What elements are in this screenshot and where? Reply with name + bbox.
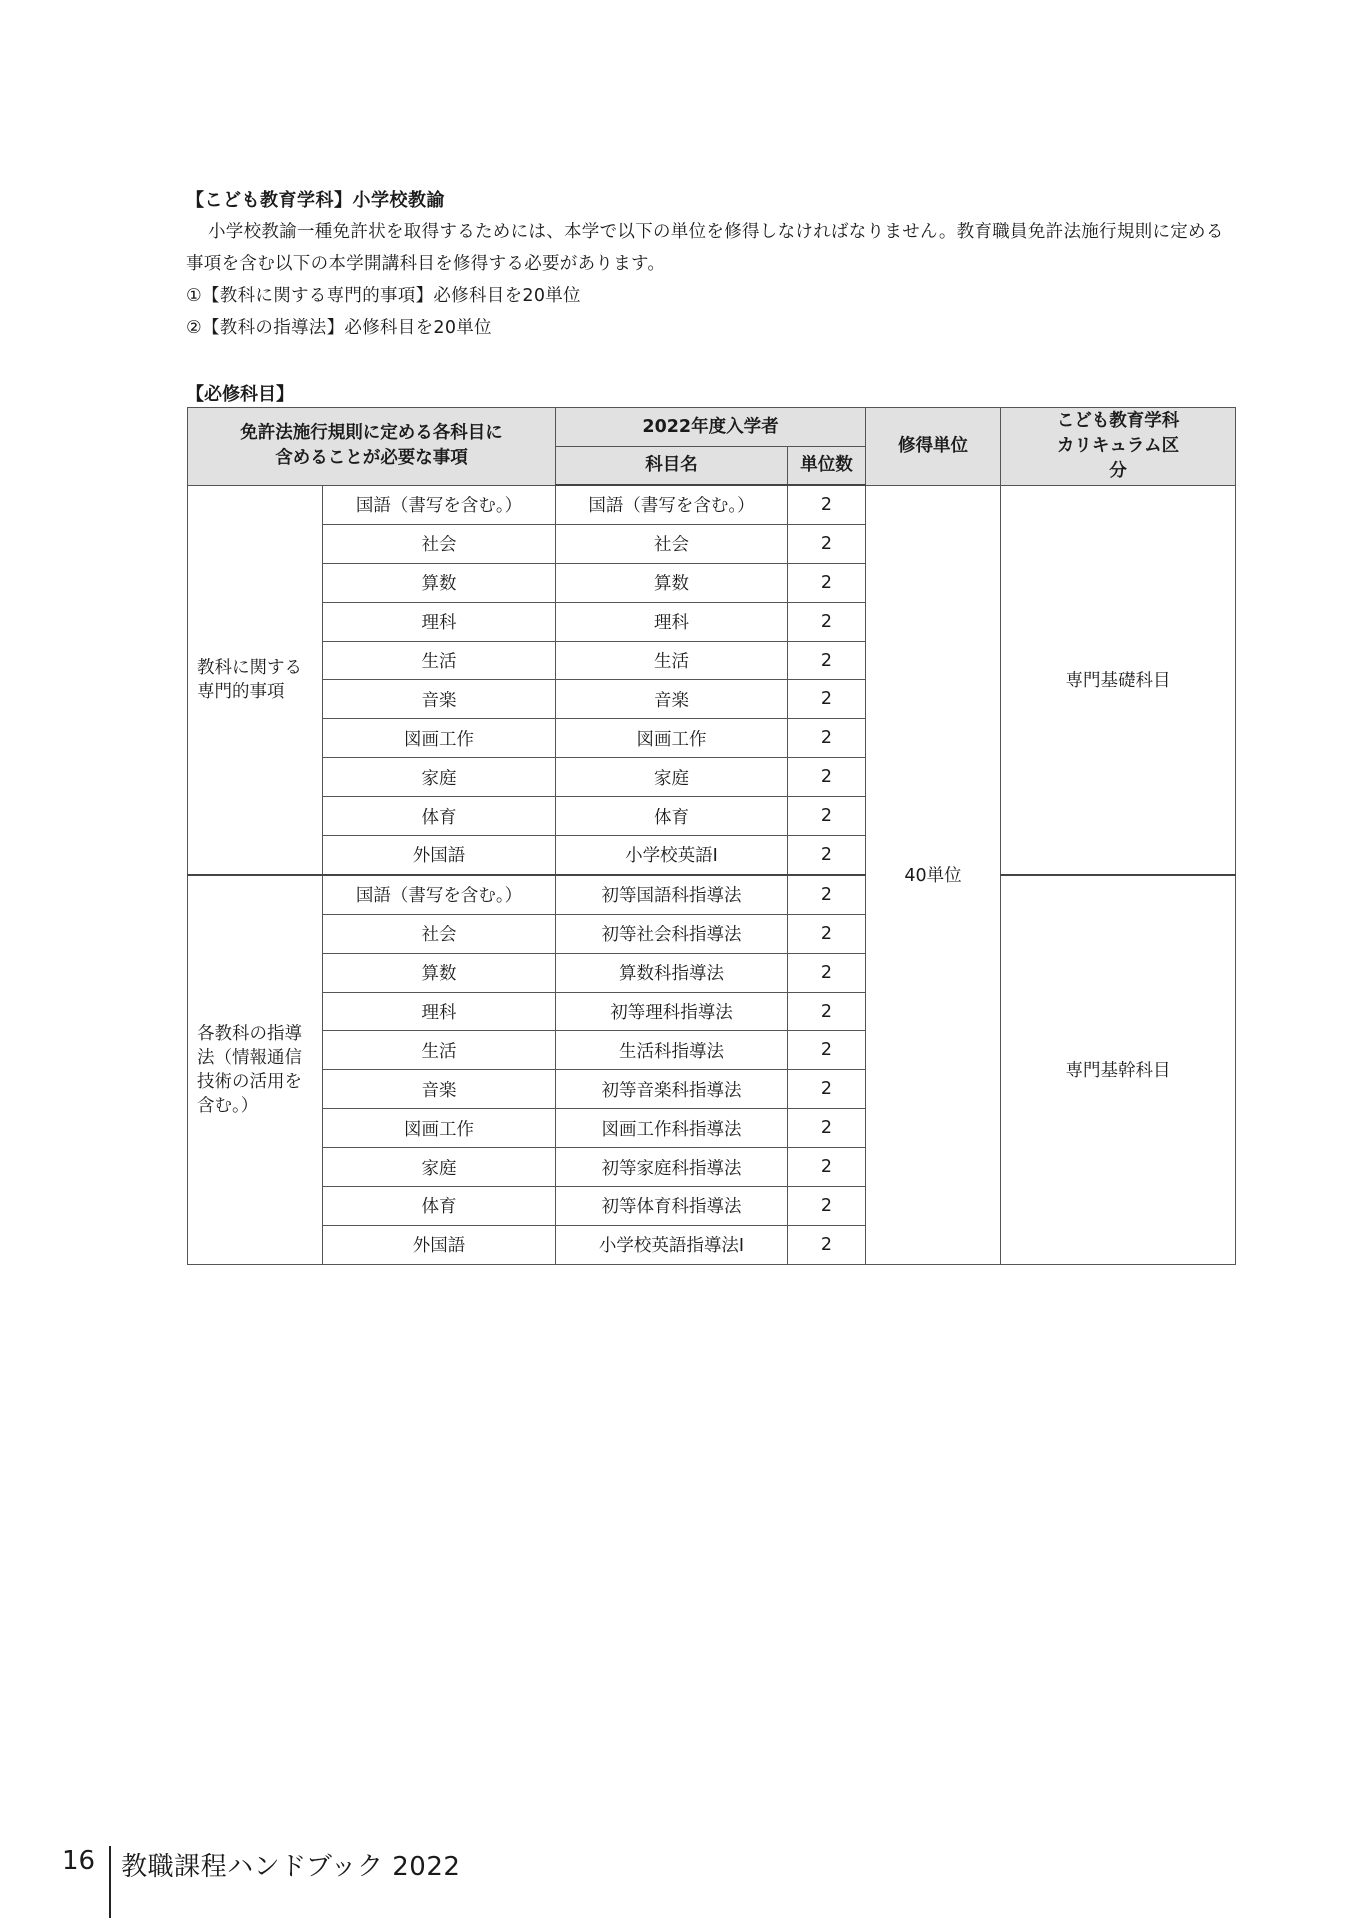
header-credits: 単位数 [788,447,866,486]
subject-cell: 算数科指導法 [556,953,788,992]
page-footer [62,1846,460,1918]
field-cell: 生活 [323,1031,556,1070]
credits-cell: 2 [788,1187,866,1226]
field-cell: 社会 [323,914,556,953]
field-cell: 図画工作 [323,719,556,758]
subject-cell: 算数 [556,563,788,602]
section-heading: 【こども教育学科】小学校教諭 [186,190,445,211]
header-subject-name: 科目名 [556,447,788,486]
category-cell: 各教科の指導法（情報通信技術の活用を含む。） [188,875,323,1264]
subject-cell: 生活 [556,641,788,680]
subject-cell: 体育 [556,797,788,836]
field-cell: 社会 [323,524,556,563]
field-cell: 算数 [323,953,556,992]
subject-cell: 生活科指導法 [556,1031,788,1070]
header-curriculum: こども教育学科カリキュラム区分 [1001,408,1236,486]
credits-cell: 2 [788,914,866,953]
intro-text [186,216,1236,344]
intro-paragraph: 小学校教諭一種免許状を取得するためには、本学で以下の単位を修得しなければなりません。教育職員免許法施行規則に定める事項を含む以下の本学開講科目を修得する必要があります。 [186,222,1224,274]
requirement-item-1: ①【教科に関する専門的事項】必修科目を20単位 [186,286,581,306]
footer-divider [109,1846,111,1918]
field-cell: 国語（書写を含む。） [323,875,556,914]
curriculum-cell: 専門基幹科目 [1001,875,1236,1264]
subject-cell: 家庭 [556,758,788,797]
field-cell: 音楽 [323,680,556,719]
field-cell: 外国語 [323,1225,556,1264]
field-cell: 体育 [323,1187,556,1226]
subject-cell: 初等音楽科指導法 [556,1070,788,1109]
header-matter: 免許法施行規則に定める各科目に含めることが必要な事項 [188,408,556,486]
credits-cell: 2 [788,719,866,758]
subject-cell: 国語（書写を含む。） [556,485,788,524]
subject-cell: 小学校英語指導法Ⅰ [556,1225,788,1264]
field-cell: 国語（書写を含む。） [323,485,556,524]
credits-cell: 2 [788,524,866,563]
table-title: 【必修科目】 [186,384,294,405]
credits-cell: 2 [788,641,866,680]
field-cell: 理科 [323,602,556,641]
page-number: 16 [62,1846,96,1876]
subject-cell: 社会 [556,524,788,563]
header-cohort: 2022年度入学者 [556,408,866,447]
subject-cell: 図画工作科指導法 [556,1109,788,1148]
subject-cell: 初等理科指導法 [556,992,788,1031]
subject-cell: 図画工作 [556,719,788,758]
credits-cell: 2 [788,1070,866,1109]
subject-cell: 初等社会科指導法 [556,914,788,953]
subject-cell: 音楽 [556,680,788,719]
total-credits-cell: 40単位 [866,485,1001,1264]
field-cell: 図画工作 [323,1109,556,1148]
credits-cell: 2 [788,836,866,875]
table-row [188,485,1236,524]
field-cell: 理科 [323,992,556,1031]
credits-cell: 2 [788,875,866,914]
credits-cell: 2 [788,758,866,797]
field-cell: 家庭 [323,758,556,797]
credits-cell: 2 [788,953,866,992]
field-cell: 外国語 [323,836,556,875]
subject-cell: 初等国語科指導法 [556,875,788,914]
category-cell: 教科に関する専門的事項 [188,485,323,875]
required-subjects-table [187,407,1236,1265]
field-cell: 生活 [323,641,556,680]
credits-cell: 2 [788,1148,866,1187]
credits-cell: 2 [788,680,866,719]
credits-cell: 2 [788,485,866,524]
subject-cell: 初等家庭科指導法 [556,1148,788,1187]
subject-cell: 小学校英語Ⅰ [556,836,788,875]
subject-cell: 理科 [556,602,788,641]
field-cell: 音楽 [323,1070,556,1109]
curriculum-cell: 専門基礎科目 [1001,485,1236,875]
subject-cell: 初等体育科指導法 [556,1187,788,1226]
credits-cell: 2 [788,992,866,1031]
credits-cell: 2 [788,1109,866,1148]
credits-cell: 2 [788,1031,866,1070]
credits-cell: 2 [788,563,866,602]
table-row [188,875,1236,914]
publication-title: 教職課程ハンドブック 2022 [121,1852,461,1882]
field-cell: 体育 [323,797,556,836]
field-cell: 家庭 [323,1148,556,1187]
credits-cell: 2 [788,602,866,641]
requirement-item-2: ②【教科の指導法】必修科目を20単位 [186,318,492,338]
field-cell: 算数 [323,563,556,602]
credits-cell: 2 [788,797,866,836]
header-acquired-credits: 修得単位 [866,408,1001,486]
credits-cell: 2 [788,1225,866,1264]
table-body [188,485,1236,1264]
